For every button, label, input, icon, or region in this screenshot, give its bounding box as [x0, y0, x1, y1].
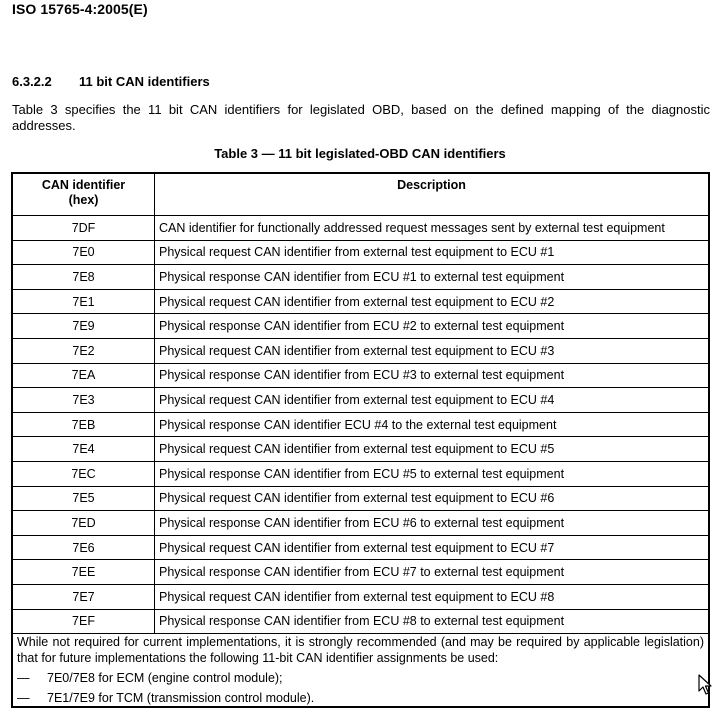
note-text: While not required for current implementations, it is strongly recommended (and may be required by applicable legislation) that for future implementations the following 11-bit CAN identifier assignments be used:	[17, 635, 704, 666]
can-identifier-cell: 7EE	[12, 560, 155, 585]
intro-paragraph: Table 3 specifies the 11 bit CAN identifiers for legislated OBD, based on the defined mapping of the diagnostic addresses.	[12, 102, 710, 133]
table-row	[12, 437, 709, 462]
section-heading	[12, 74, 210, 89]
description-cell: Physical request CAN identifier from external test equipment to ECU #3	[155, 338, 710, 363]
column-header-can-identifier	[12, 173, 155, 216]
table-row	[12, 584, 709, 609]
note-item-text: 7E1/7E9 for TCM (transmission control module).	[47, 691, 315, 706]
table-row	[12, 461, 709, 486]
description-cell: CAN identifier for functionally addressed request messages sent by external test equipment	[155, 216, 710, 241]
description-cell: Physical request CAN identifier from external test equipment to ECU #2	[155, 289, 710, 314]
description-cell: Physical response CAN identifier ECU #4 to the external test equipment	[155, 412, 710, 437]
table-caption: Table 3 — 11 bit legislated-OBD CAN identifiers	[214, 146, 506, 161]
can-identifier-cell: 7E2	[12, 338, 155, 363]
can-identifier-cell: 7EA	[12, 363, 155, 388]
can-identifier-cell: 7ED	[12, 511, 155, 536]
table-row	[12, 412, 709, 437]
table-row	[12, 535, 709, 560]
table-row	[12, 216, 709, 241]
table-note-row	[12, 634, 709, 708]
can-identifier-cell: 7E8	[12, 265, 155, 290]
table-row	[12, 314, 709, 339]
note-list-item	[17, 690, 704, 706]
description-cell: Physical response CAN identifier from ECU #2 to external test equipment	[155, 314, 710, 339]
description-cell: Physical response CAN identifier from ECU #1 to external test equipment	[155, 265, 710, 290]
can-identifier-cell: 7E4	[12, 437, 155, 462]
description-cell: Physical request CAN identifier from external test equipment to ECU #7	[155, 535, 710, 560]
description-cell: Physical request CAN identifier from external test equipment to ECU #5	[155, 437, 710, 462]
table-row	[12, 388, 709, 413]
description-cell: Physical response CAN identifier from ECU #6 to external test equipment	[155, 511, 710, 536]
table-note	[12, 634, 709, 708]
description-cell: Physical response CAN identifier from ECU #3 to external test equipment	[155, 363, 710, 388]
section-number: 6.3.2.2	[12, 74, 52, 89]
can-identifier-cell: 7EB	[12, 412, 155, 437]
description-cell: Physical response CAN identifier from ECU #7 to external test equipment	[155, 560, 710, 585]
note-dash: —	[17, 691, 30, 706]
can-identifier-cell: 7E9	[12, 314, 155, 339]
column-header-description: Description	[155, 173, 710, 216]
table-row	[12, 560, 709, 585]
can-identifier-cell: 7E1	[12, 289, 155, 314]
column-header-id-line1: CAN identifier	[41, 178, 126, 192]
can-identifier-cell: 7E5	[12, 486, 155, 511]
can-identifier-cell: 7EC	[12, 461, 155, 486]
table-row	[12, 511, 709, 536]
table-row	[12, 289, 709, 314]
table-row	[12, 265, 709, 290]
mouse-pointer-icon	[698, 674, 714, 696]
note-list-item	[17, 670, 704, 686]
description-cell: Physical request CAN identifier from external test equipment to ECU #1	[155, 240, 710, 265]
description-cell: Physical response CAN identifier from ECU #8 to external test equipment	[155, 609, 710, 634]
can-identifier-cell: 7DF	[12, 216, 155, 241]
can-identifier-cell: 7E3	[12, 388, 155, 413]
can-identifier-cell: 7E6	[12, 535, 155, 560]
can-identifier-cell: 7E0	[12, 240, 155, 265]
document-header: ISO 15765-4:2005(E)	[12, 1, 148, 17]
table-row	[12, 338, 709, 363]
table-body	[12, 216, 709, 634]
can-identifier-cell: 7EF	[12, 609, 155, 634]
table-row	[12, 363, 709, 388]
table-row	[12, 240, 709, 265]
description-cell: Physical request CAN identifier from external test equipment to ECU #8	[155, 584, 710, 609]
note-dash: —	[17, 671, 30, 686]
table-row	[12, 486, 709, 511]
table-row	[12, 609, 709, 634]
description-cell: Physical request CAN identifier from external test equipment to ECU #4	[155, 388, 710, 413]
table-header-row	[12, 173, 709, 216]
section-title: 11 bit CAN identifiers	[79, 74, 210, 89]
note-item-text: 7E0/7E8 for ECM (engine control module);	[47, 671, 283, 686]
description-cell: Physical request CAN identifier from external test equipment to ECU #6	[155, 486, 710, 511]
column-header-id-line2: (hex)	[68, 193, 99, 207]
description-cell: Physical response CAN identifier from ECU #5 to external test equipment	[155, 461, 710, 486]
can-identifier-table	[11, 172, 710, 708]
can-identifier-cell: 7E7	[12, 584, 155, 609]
